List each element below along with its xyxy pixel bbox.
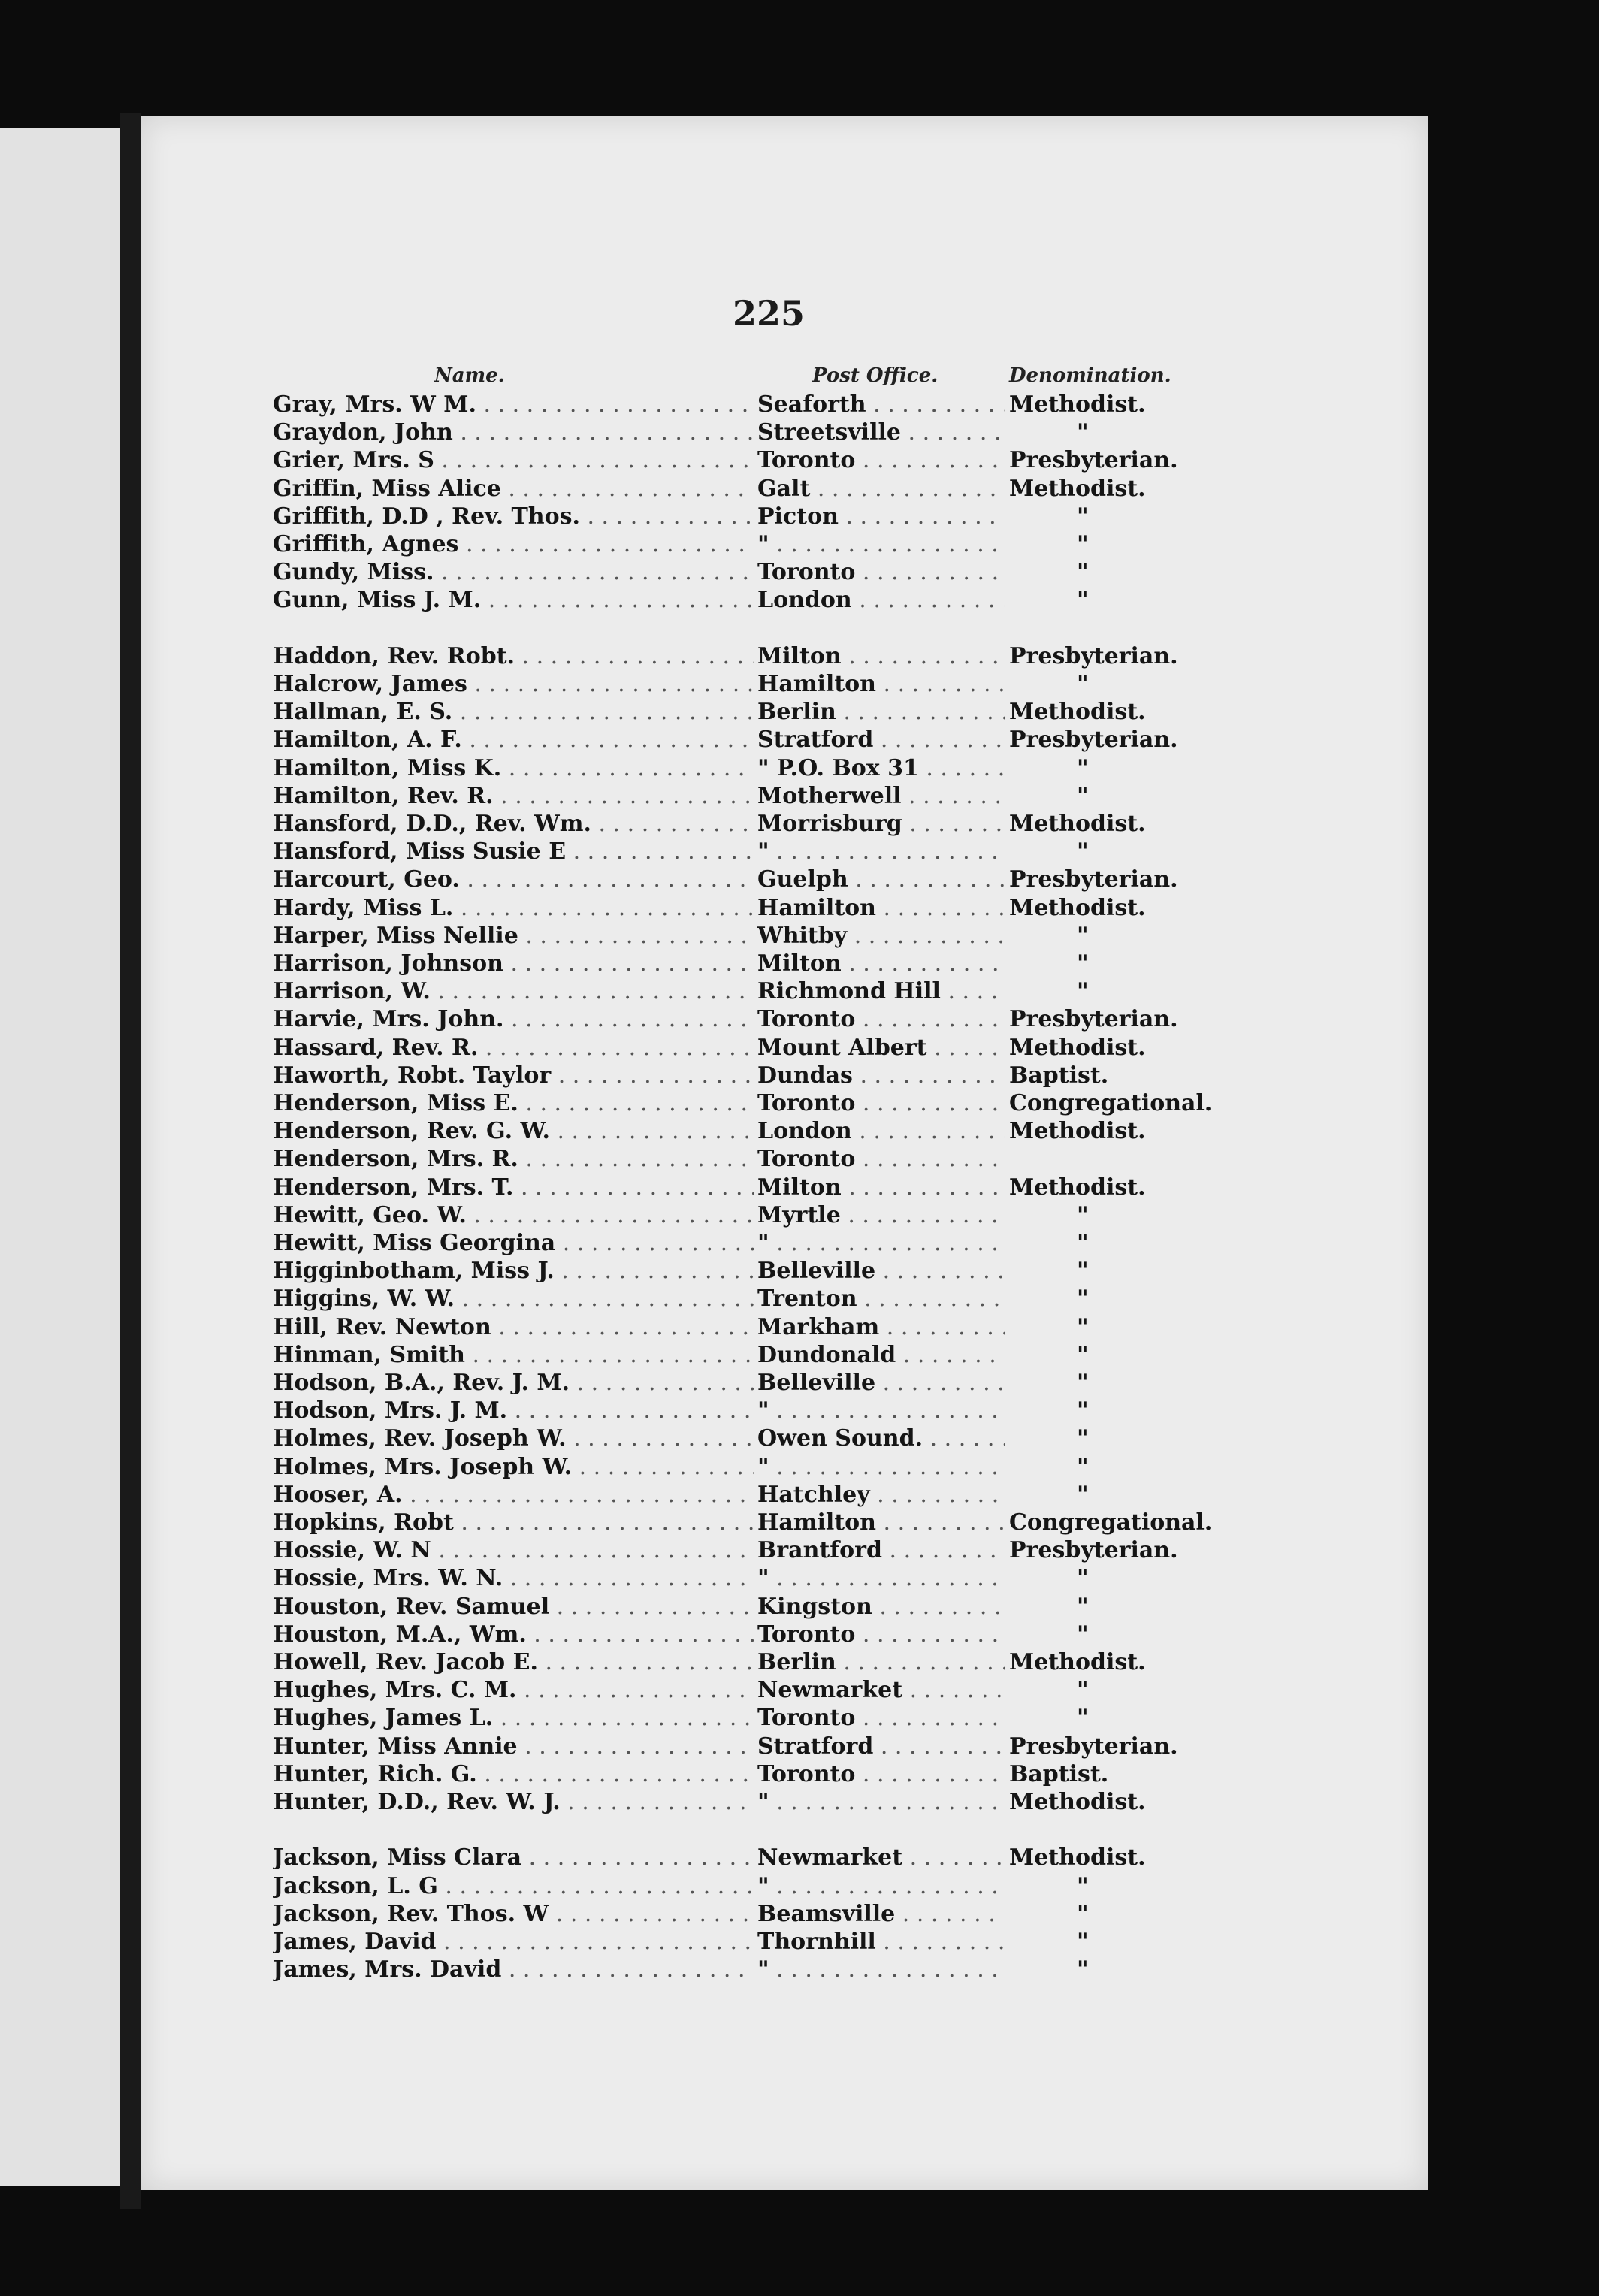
directory-entry — [273, 643, 1370, 672]
book-spine — [120, 113, 141, 2209]
entry-post-office: " P.O. Box 31 . . . — [757, 755, 1005, 781]
directory-entry — [273, 1649, 1370, 1678]
entry-denomination: " — [1077, 1341, 1089, 1368]
entry-name: Higginbotham, Miss J. . . . — [273, 1258, 754, 1284]
entry-name: Houston, M.A., Wm. . . . — [273, 1621, 754, 1648]
directory-entry — [273, 1006, 1370, 1035]
entry-denomination: Presbyterian. — [1009, 1733, 1178, 1760]
directory-entry — [273, 1174, 1370, 1203]
entry-name: Jackson, L. G . . . — [273, 1873, 754, 1899]
directory-entry — [273, 1425, 1370, 1454]
entry-denomination: " — [1077, 1201, 1089, 1228]
entry-name: Gunn, Miss J. M. . . . — [273, 587, 754, 613]
directory-entry — [273, 1202, 1370, 1231]
entry-post-office: Toronto . . . — [757, 1146, 1005, 1172]
entry-name: Hughes, Mrs. C. M. . . . — [273, 1677, 754, 1703]
directory-entry — [273, 811, 1370, 839]
directory-entry — [273, 1901, 1370, 1929]
entry-denomination: " — [1077, 1453, 1089, 1480]
entry-denomination: Presbyterian. — [1009, 727, 1178, 754]
entry-post-office: Toronto . . . — [757, 1705, 1005, 1731]
entry-post-office: Stratford . . . — [757, 727, 1005, 753]
header-denomination: Denomination. — [1009, 364, 1171, 387]
entry-name: Hodson, B.A., Rev. J. M. . . . — [273, 1370, 754, 1396]
entry-name: Hansford, Miss Susie E . . . — [273, 838, 754, 865]
entry-post-office: Belleville . . . — [757, 1370, 1005, 1396]
directory-entry — [273, 1761, 1370, 1790]
entry-denomination: " — [1077, 531, 1089, 557]
entry-name: Hallman, E. S. . . . — [273, 699, 754, 725]
entry-post-office: " . . . — [757, 531, 1005, 557]
entry-post-office: Beamsville . . . — [757, 1901, 1005, 1927]
entry-name: Hewitt, Geo. W. . . . — [273, 1202, 754, 1228]
entry-name: Holmes, Rev. Joseph W. . . . — [273, 1425, 754, 1452]
entry-post-office: " . . . — [757, 1873, 1005, 1899]
entry-post-office: Seaforth . . . — [757, 391, 1005, 418]
entry-post-office: Hamilton . . . — [757, 671, 1005, 697]
entry-denomination: Methodist. — [1009, 811, 1146, 837]
directory-entry — [273, 1677, 1370, 1705]
entry-denomination: Methodist. — [1009, 1649, 1146, 1675]
entry-name: Hunter, Miss Annie . . . — [273, 1733, 754, 1760]
document-page — [141, 116, 1428, 2190]
directory-entry — [273, 1090, 1370, 1119]
directory-entry — [273, 895, 1370, 923]
entry-name: Grier, Mrs. S . . . — [273, 447, 754, 473]
entry-post-office: Newmarket . . . — [757, 1677, 1005, 1703]
entry-name: Griffith, D.D , Rev. Thos. . . . — [273, 503, 754, 530]
directory-entry — [273, 950, 1370, 979]
entry-denomination: " — [1077, 1425, 1089, 1452]
directory-entry — [273, 1844, 1370, 1873]
entry-name: Haddon, Rev. Robt. . . . — [273, 643, 754, 669]
entry-post-office: Streetsville . . . — [757, 419, 1005, 446]
entry-denomination: " — [1077, 950, 1089, 977]
directory-entry — [273, 1621, 1370, 1650]
entry-name: Hinman, Smith . . . — [273, 1342, 754, 1368]
entry-denomination: " — [1077, 587, 1089, 614]
directory-entry — [273, 1482, 1370, 1510]
entry-post-office: Hatchley . . . — [757, 1482, 1005, 1508]
entry-name: Hamilton, Rev. R. . . . — [273, 783, 754, 809]
entry-post-office: Kingston . . . — [757, 1594, 1005, 1620]
entry-denomination: " — [1077, 1285, 1089, 1313]
directory-entry — [273, 1146, 1370, 1174]
column-headers — [141, 364, 1428, 394]
entry-name: Henderson, Miss E. . . . — [273, 1090, 754, 1116]
entry-denomination: Congregational. — [1009, 1090, 1213, 1116]
entry-denomination: " — [1077, 671, 1089, 697]
entry-denomination: Presbyterian. — [1009, 1537, 1178, 1564]
entry-denomination: Methodist. — [1009, 1174, 1146, 1201]
entry-denomination: " — [1077, 1872, 1089, 1899]
entry-post-office: Brantford . . . — [757, 1537, 1005, 1563]
entry-denomination: Methodist. — [1009, 1034, 1146, 1061]
entry-post-office: " . . . — [757, 1956, 1005, 1983]
directory-entry — [273, 1929, 1370, 1957]
entry-post-office: Belleville . . . — [757, 1258, 1005, 1284]
entry-name: Hansford, D.D., Rev. Wm. . . . — [273, 811, 754, 837]
header-post-office: Post Office. — [812, 364, 939, 387]
entry-post-office: Guelph . . . — [757, 866, 1005, 893]
directory-entry — [273, 1789, 1370, 1817]
entry-name: James, Mrs. David . . . — [273, 1956, 754, 1983]
entry-name: Hooser, A. . . . — [273, 1482, 754, 1508]
entry-name: Jackson, Rev. Thos. W . . . — [273, 1901, 754, 1927]
entry-name: Hossie, Mrs. W. N. . . . — [273, 1565, 754, 1591]
directory-entry — [273, 1537, 1370, 1566]
entry-name: Graydon, John . . . — [273, 419, 754, 446]
directory-entry — [273, 783, 1370, 811]
directory-entry — [273, 923, 1370, 951]
entry-name: Haworth, Robt. Taylor . . . — [273, 1062, 754, 1089]
directory-entry — [273, 447, 1370, 476]
entry-post-office: Galt . . . — [757, 476, 1005, 502]
entry-post-office: " . . . — [757, 838, 1005, 865]
entry-denomination: " — [1077, 978, 1089, 1005]
directory-entry — [273, 1035, 1370, 1063]
directory-entry — [273, 1230, 1370, 1258]
entry-denomination: Methodist. — [1009, 391, 1146, 418]
entry-post-office: Dundonald . . . — [757, 1342, 1005, 1368]
entry-post-office: Toronto . . . — [757, 1621, 1005, 1648]
entry-name: Hughes, James L. . . . — [273, 1705, 754, 1731]
entry-denomination: Methodist. — [1009, 475, 1146, 502]
entry-post-office: Hamilton . . . — [757, 895, 1005, 921]
entry-post-office: Toronto . . . — [757, 1006, 1005, 1032]
directory-entry — [273, 866, 1370, 895]
entry-post-office: Newmarket . . . — [757, 1844, 1005, 1871]
entry-name: Hossie, W. N . . . — [273, 1537, 754, 1563]
entry-denomination: Baptist. — [1009, 1760, 1109, 1787]
entry-denomination: " — [1077, 1677, 1089, 1704]
entry-denomination: " — [1077, 1593, 1089, 1620]
directory-entry — [273, 1509, 1370, 1538]
entry-name: Hassard, Rev. R. . . . — [273, 1035, 754, 1061]
directory-entry — [273, 1258, 1370, 1286]
entry-post-office: Myrtle . . . — [757, 1202, 1005, 1228]
entry-post-office: Mount Albert . . . — [757, 1035, 1005, 1061]
entry-denomination: " — [1077, 1258, 1089, 1285]
page-number: 225 — [732, 293, 806, 334]
entry-name: Higgins, W. W. . . . — [273, 1285, 754, 1312]
directory-entry — [273, 1370, 1370, 1398]
directory-entry — [273, 1733, 1370, 1762]
entry-denomination: " — [1077, 922, 1089, 949]
directory-entry — [273, 978, 1370, 1007]
entry-name: Henderson, Rev. G. W. . . . — [273, 1118, 754, 1144]
entry-post-office: Picton . . . — [757, 503, 1005, 530]
entry-denomination: Methodist. — [1009, 699, 1146, 726]
entry-name: Hill, Rev. Newton . . . — [273, 1314, 754, 1340]
entry-name: Houston, Rev. Samuel . . . — [273, 1594, 754, 1620]
entry-name: Hardy, Miss L. . . . — [273, 895, 754, 921]
entry-denomination: " — [1077, 1565, 1089, 1592]
entry-post-office: " . . . — [757, 1454, 1005, 1480]
directory-entry — [273, 727, 1370, 755]
entry-name: Harrison, W. . . . — [273, 978, 754, 1005]
entry-post-office: Berlin . . . — [757, 1649, 1005, 1675]
directory-entry — [273, 1397, 1370, 1426]
entry-denomination: " — [1077, 1956, 1089, 1983]
entry-post-office: Markham . . . — [757, 1314, 1005, 1340]
entry-name: Harvie, Mrs. John. . . . — [273, 1006, 754, 1032]
entry-denomination: " — [1077, 838, 1089, 866]
entry-name: Hopkins, Robt . . . — [273, 1509, 754, 1536]
entry-name: Griffith, Agnes . . . — [273, 531, 754, 557]
entry-post-office: Toronto . . . — [757, 1090, 1005, 1116]
entry-post-office: Morrisburg . . . — [757, 811, 1005, 837]
directory-entry — [273, 1285, 1370, 1314]
entry-denomination: Methodist. — [1009, 1118, 1146, 1145]
entry-name: Hamilton, Miss K. . . . — [273, 755, 754, 781]
entry-denomination: " — [1077, 419, 1089, 446]
entry-name: Hodson, Mrs. J. M. . . . — [273, 1397, 754, 1424]
directory-entry — [273, 1342, 1370, 1370]
entry-post-office: Toronto . . . — [757, 1761, 1005, 1787]
directory-entry — [273, 476, 1370, 504]
directory-entry — [273, 671, 1370, 699]
entry-post-office: London . . . — [757, 1118, 1005, 1144]
directory-entry — [273, 391, 1370, 420]
entry-denomination: Methodist. — [1009, 1844, 1146, 1872]
entry-post-office: Dundas . . . — [757, 1062, 1005, 1089]
directory-entry — [273, 1565, 1370, 1594]
entry-post-office: Thornhill . . . — [757, 1929, 1005, 1955]
directory-entry — [273, 1873, 1370, 1902]
entry-post-office: Hamilton . . . — [757, 1509, 1005, 1536]
entry-name: Holmes, Mrs. Joseph W. . . . — [273, 1454, 754, 1480]
facing-page-edge — [0, 128, 120, 2186]
directory-entry — [273, 1314, 1370, 1343]
entry-post-office: Milton . . . — [757, 1174, 1005, 1201]
directory-entry — [273, 1705, 1370, 1733]
entry-name: Griffin, Miss Alice . . . — [273, 476, 754, 502]
entry-post-office: London . . . — [757, 587, 1005, 613]
entry-denomination: Presbyterian. — [1009, 866, 1178, 893]
entry-post-office: " . . . — [757, 1397, 1005, 1424]
directory-entry — [273, 503, 1370, 532]
entry-name: Halcrow, James . . . — [273, 671, 754, 697]
entry-name: Henderson, Mrs. T. . . . — [273, 1174, 754, 1201]
entry-denomination: Congregational. — [1009, 1509, 1213, 1536]
entry-denomination: " — [1077, 782, 1089, 809]
entry-denomination: " — [1077, 1929, 1089, 1955]
entry-denomination: Presbyterian. — [1009, 447, 1178, 474]
entry-denomination: Presbyterian. — [1009, 1006, 1178, 1033]
entry-denomination: Presbyterian. — [1009, 642, 1178, 669]
entry-denomination: " — [1077, 1370, 1089, 1396]
entry-name: Hunter, D.D., Rev. W. J. . . . — [273, 1789, 754, 1815]
directory-entry — [273, 1956, 1370, 1985]
entry-denomination: " — [1077, 503, 1089, 530]
directory-entry — [273, 1594, 1370, 1622]
entry-name: Gray, Mrs. W M. . . . — [273, 391, 754, 418]
directory-entry — [273, 1454, 1370, 1482]
entry-name: Hamilton, A. F. . . . — [273, 727, 754, 753]
entry-name: Harcourt, Geo. . . . — [273, 866, 754, 893]
entry-name: James, David . . . — [273, 1929, 754, 1955]
directory-entry — [273, 838, 1370, 867]
entry-post-office: Stratford . . . — [757, 1733, 1005, 1760]
entry-post-office: Richmond Hill . . . — [757, 978, 1005, 1005]
entry-denomination: " — [1077, 1621, 1089, 1648]
entry-denomination: " — [1077, 754, 1089, 781]
directory-entry — [273, 419, 1370, 448]
entry-post-office: Trenton . . . — [757, 1285, 1005, 1312]
entry-name: Hewitt, Miss Georgina . . . — [273, 1230, 754, 1256]
directory-entry — [273, 755, 1370, 784]
directory-entry — [273, 531, 1370, 560]
entry-name: Gundy, Miss. . . . — [273, 559, 754, 585]
entry-name: Jackson, Miss Clara . . . — [273, 1844, 754, 1871]
entry-post-office: Berlin . . . — [757, 699, 1005, 725]
entry-post-office: " . . . — [757, 1789, 1005, 1815]
directory-entry — [273, 1062, 1370, 1091]
entry-post-office: Owen Sound. . . . — [757, 1425, 1005, 1452]
entry-post-office: Toronto . . . — [757, 447, 1005, 473]
entry-name: Harper, Miss Nellie . . . — [273, 923, 754, 949]
entry-denomination: " — [1077, 1397, 1089, 1424]
entry-post-office: Toronto . . . — [757, 559, 1005, 585]
entry-post-office: Motherwell . . . — [757, 783, 1005, 809]
entry-name: Henderson, Mrs. R. . . . — [273, 1146, 754, 1172]
header-name: Name. — [434, 364, 505, 387]
entry-denomination: " — [1077, 1313, 1089, 1340]
directory-entry — [273, 587, 1370, 615]
entry-denomination: " — [1077, 559, 1089, 586]
entry-denomination: " — [1077, 1900, 1089, 1927]
entry-denomination: Baptist. — [1009, 1062, 1109, 1089]
directory-entry — [273, 1118, 1370, 1146]
entry-denomination: Methodist. — [1009, 894, 1146, 921]
entry-post-office: Milton . . . — [757, 950, 1005, 977]
entry-denomination: " — [1077, 1481, 1089, 1508]
entry-name: Harrison, Johnson . . . — [273, 950, 754, 977]
entry-denomination: " — [1077, 1230, 1089, 1256]
entry-denomination: Methodist. — [1009, 1789, 1146, 1815]
entry-name: Howell, Rev. Jacob E. . . . — [273, 1649, 754, 1675]
entry-post-office: Milton . . . — [757, 643, 1005, 669]
directory-entry — [273, 699, 1370, 727]
entry-denomination: " — [1077, 1705, 1089, 1732]
entry-post-office: Whitby . . . — [757, 923, 1005, 949]
entry-post-office: " . . . — [757, 1565, 1005, 1591]
entry-post-office: " . . . — [757, 1230, 1005, 1256]
directory-entry — [273, 559, 1370, 588]
entry-name: Hunter, Rich. G. . . . — [273, 1761, 754, 1787]
